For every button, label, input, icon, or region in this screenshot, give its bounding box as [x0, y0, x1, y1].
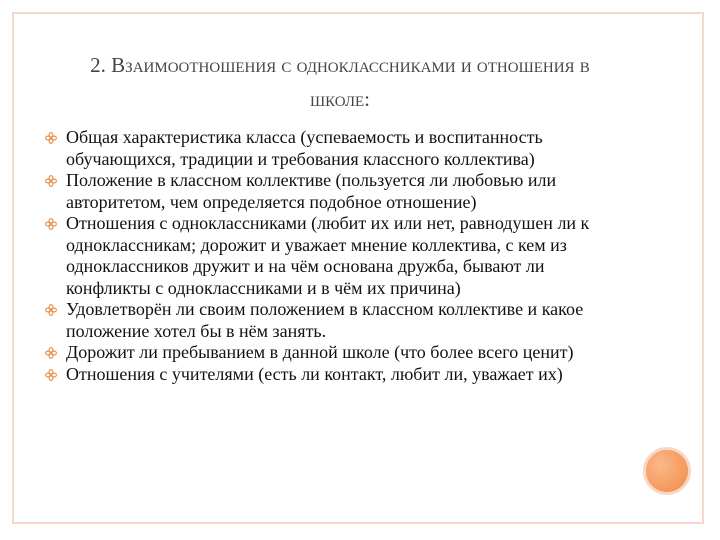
list-item — [45, 213, 625, 299]
list-item-text: Отношения с учителями (есть ли контакт, любит ли, уважает их) — [66, 363, 563, 384]
four-leaf-flower-icon — [45, 369, 57, 381]
list-item-text: Дорожит ли пребыванием в данной школе (что более всего ценит) — [66, 342, 574, 362]
title-line-2: школе: — [309, 87, 371, 111]
decorative-circle-fill — [646, 450, 688, 492]
list-item-text: Положение в классном коллективе (пользуется ли любовью или авторитетом, чем определяется подобное отношение) — [66, 170, 557, 212]
four-leaf-flower-icon — [45, 132, 57, 144]
slide-title — [40, 48, 640, 116]
list-item — [45, 127, 625, 170]
list-item — [45, 364, 625, 386]
four-leaf-flower-icon — [45, 175, 57, 187]
list-item — [45, 342, 625, 364]
title-line-1: 2. Взаимоотношения с одноклассниками и отношения в — [90, 53, 590, 77]
list-item — [45, 299, 625, 342]
four-leaf-flower-icon — [45, 218, 57, 230]
bullet-list — [45, 127, 625, 385]
four-leaf-flower-icon — [45, 347, 57, 359]
four-leaf-flower-icon — [45, 304, 57, 316]
list-item — [45, 170, 625, 213]
list-item-text: Отношения с одноклассниками (любит их или нет, равнодушен ли к одноклассникам; дорожит и уважает мнение коллектива, с кем из одноклассников дружит и на чём основана дружба, бывают ли конфликты с одноклассниками и в чём их причина) — [66, 213, 590, 298]
decorative-circle — [643, 447, 691, 495]
list-item-text: Общая характеристика класса (успеваемость и воспитанность обучающихся, традиции и требования классного коллектива) — [66, 127, 543, 169]
list-item-text: Удовлетворён ли своим положением в классном коллективе и какое положение хотел бы в нём занять. — [66, 299, 584, 341]
